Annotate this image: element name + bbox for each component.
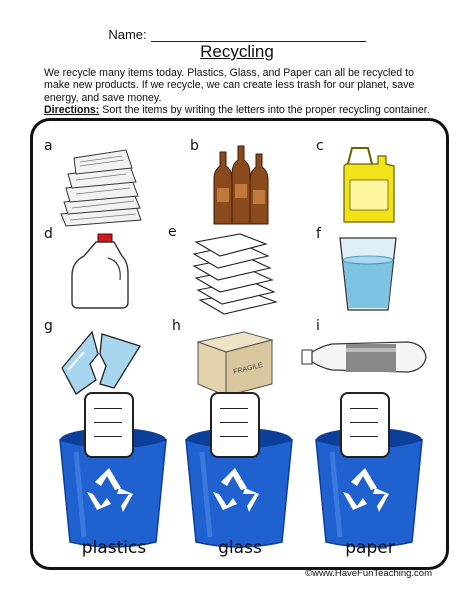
answer-card[interactable] <box>84 392 134 458</box>
directions-label: Directions: <box>44 104 100 116</box>
drinking-glass-icon <box>328 232 408 317</box>
item-letter: a <box>44 138 53 154</box>
directions <box>44 104 444 116</box>
intro-paragraph: We recycle many items today. Plastics, Glass, and Paper can all be recycled to make new products. If we recycle, we can create less trash for our planet, save energy, and save money. <box>44 67 415 104</box>
page-title: Recycling <box>200 42 274 61</box>
item-letter: i <box>316 318 320 334</box>
item-letter: c <box>316 138 324 154</box>
name-label: Name: <box>108 27 147 42</box>
recycling-bin-glass[interactable] <box>184 392 294 552</box>
recycling-bin-plastics[interactable] <box>58 392 168 552</box>
plastic-bottle-icon <box>300 330 430 390</box>
recycling-bin-paper[interactable] <box>314 392 424 552</box>
item-letter: f <box>316 226 321 242</box>
bin-label-plastics: plastics <box>81 538 147 558</box>
milk-jug-icon <box>56 232 146 317</box>
answer-card[interactable] <box>340 392 390 458</box>
plastic-jug-icon <box>328 144 408 229</box>
glass-bottles-icon <box>202 144 282 229</box>
footer-copyright: ©www.HaveFunTeaching.com <box>305 568 432 579</box>
item-letter: g <box>44 318 53 334</box>
item-a <box>44 138 164 233</box>
answer-card[interactable] <box>210 392 260 458</box>
newspaper-stack-icon <box>56 144 146 229</box>
item-letter: e <box>168 224 177 240</box>
item-b <box>190 138 310 233</box>
name-field <box>0 27 474 42</box>
item-e <box>168 224 288 319</box>
box-label: FRAGILE <box>232 361 264 376</box>
paper-stack-icon <box>180 230 280 318</box>
cardboard-box-icon <box>184 324 279 399</box>
directions-text: Sort the items by writing the letters into the proper recycling container. <box>99 104 430 116</box>
bin-label-glass: glass <box>218 538 262 558</box>
item-letter: d <box>44 226 53 242</box>
item-letter: h <box>172 318 181 334</box>
item-f <box>316 226 436 321</box>
item-letter: b <box>190 138 199 154</box>
bin-label-paper: paper <box>345 538 395 558</box>
item-d <box>44 226 164 321</box>
broken-glass-icon <box>56 324 146 399</box>
name-line[interactable] <box>151 29 366 42</box>
item-c <box>316 138 436 233</box>
